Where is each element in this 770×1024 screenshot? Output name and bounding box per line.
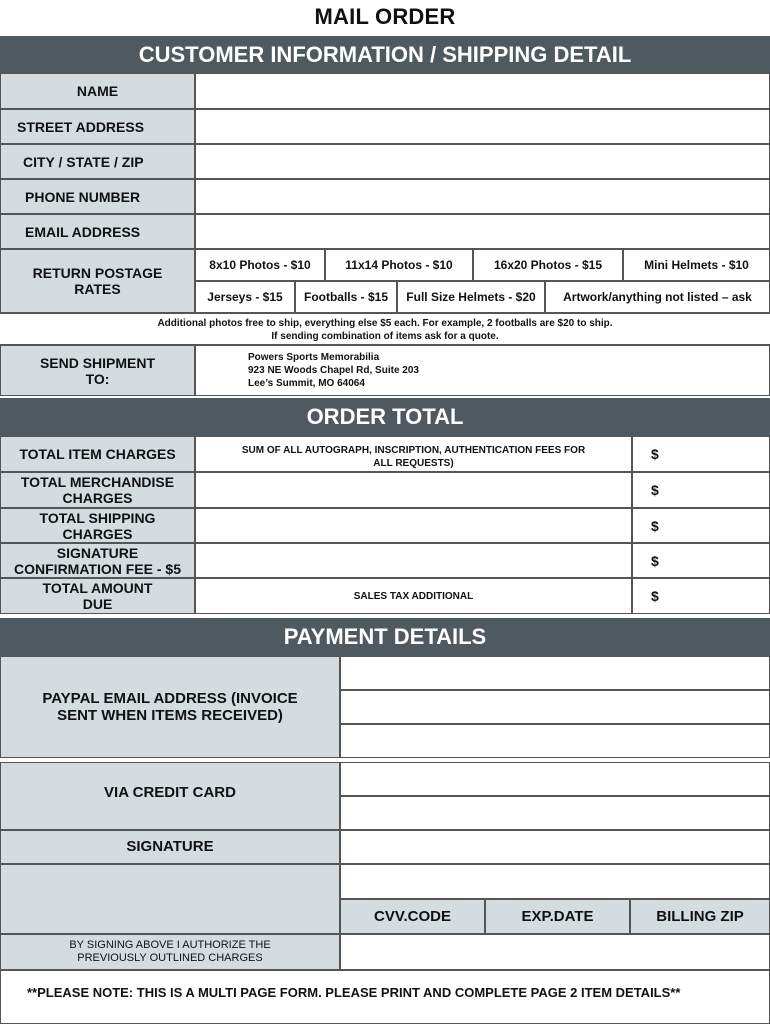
send-shipment-label: SEND SHIPMENT TO:: [0, 345, 195, 396]
rate-full-size-helmets: Full Size Helmets - $20: [397, 281, 545, 313]
total-item-charges-amount[interactable]: $: [632, 436, 770, 472]
shipment-address-line1: Powers Sports Memorabilia: [248, 352, 380, 363]
paypal-email-field-2[interactable]: [340, 690, 770, 724]
authorize-text: BY SIGNING ABOVE I AUTHORIZE THE PREVIOUSLY OUTLINED CHARGES: [0, 934, 340, 970]
paypal-email-label: PAYPAL EMAIL ADDRESS (INVOICE SENT WHEN ITEMS RECEIVED): [0, 656, 340, 758]
name-label: NAME: [0, 73, 195, 109]
signature-area-label: [0, 864, 340, 934]
shipment-address-line2: 923 NE Woods Chapel Rd, Suite 203: [248, 365, 419, 376]
street-address-label: STREET ADDRESS: [0, 109, 195, 144]
signature-field[interactable]: [340, 830, 770, 864]
city-state-zip-label: CITY / STATE / ZIP: [0, 144, 195, 179]
authorize-signature-field[interactable]: [340, 934, 770, 970]
rate-16x20-photos: 16x20 Photos - $15: [473, 249, 623, 281]
credit-card-field-2[interactable]: [340, 796, 770, 830]
total-amount-due-field[interactable]: [195, 578, 632, 614]
city-state-zip-field[interactable]: [195, 144, 770, 179]
email-address-field[interactable]: [195, 214, 770, 249]
phone-number-field[interactable]: [195, 179, 770, 214]
signature-confirmation-fee-amount[interactable]: $: [632, 543, 770, 578]
footer-note: **PLEASE NOTE: THIS IS A MULTI PAGE FORM. PLEASE PRINT AND COMPLETE PAGE 2 ITEM DETAILS**: [0, 970, 770, 1024]
paypal-email-field-1[interactable]: [340, 656, 770, 690]
signature-label: SIGNATURE: [0, 830, 340, 864]
total-amount-due-amount[interactable]: $: [632, 578, 770, 614]
street-address-field[interactable]: [195, 109, 770, 144]
credit-card-field-1[interactable]: [340, 762, 770, 796]
postage-note-line2: If sending combination of items ask for a quote.: [271, 331, 499, 342]
rate-jerseys: Jerseys - $15: [195, 281, 295, 313]
paypal-email-field-3[interactable]: [340, 724, 770, 758]
order-total-header: ORDER TOTAL: [0, 398, 770, 436]
phone-number-label: PHONE NUMBER: [0, 179, 195, 214]
postage-note-line1: Additional photos free to ship, everything else $5 each. For example, 2 footballs are $20 to ship.: [157, 318, 613, 329]
rate-mini-helmets: Mini Helmets - $10: [623, 249, 770, 281]
name-field[interactable]: [195, 73, 770, 109]
total-merchandise-charges-label: TOTAL MERCHANDISE CHARGES: [0, 472, 195, 508]
total-merchandise-charges-amount[interactable]: $: [632, 472, 770, 508]
rate-11x14-photos: 11x14 Photos - $10: [325, 249, 473, 281]
email-address-label: EMAIL ADDRESS: [0, 214, 195, 249]
rate-8x10-photos: 8x10 Photos - $10: [195, 249, 325, 281]
total-item-charges-field[interactable]: [195, 436, 632, 472]
rate-artwork-other: Artwork/anything not listed – ask: [545, 281, 770, 313]
item-charges-note: SUM OF ALL AUTOGRAPH, INSCRIPTION, AUTHENTICATION FEES FOR ALL REQUESTS): [241, 445, 586, 469]
shipment-address: [195, 345, 770, 396]
exp-date-label[interactable]: EXP.DATE: [485, 899, 630, 934]
total-shipping-charges-field[interactable]: [195, 508, 632, 543]
cvv-code-label[interactable]: CVV.CODE: [340, 899, 485, 934]
billing-zip-label[interactable]: BILLING ZIP: [630, 899, 770, 934]
postage-note-box: [0, 313, 770, 345]
total-merchandise-charges-field[interactable]: [195, 472, 632, 508]
total-item-charges-label: TOTAL ITEM CHARGES: [0, 436, 195, 472]
rate-footballs: Footballs - $15: [295, 281, 397, 313]
form-title: MAIL ORDER: [314, 4, 456, 29]
total-shipping-charges-label: TOTAL SHIPPING CHARGES: [0, 508, 195, 543]
customer-info-header: CUSTOMER INFORMATION / SHIPPING DETAIL: [0, 36, 770, 73]
shipment-address-line3: Lee’s Summit, MO 64064: [248, 378, 365, 389]
total-amount-due-label: TOTAL AMOUNT DUE: [0, 578, 195, 614]
card-number-field[interactable]: [340, 864, 770, 899]
payment-details-header: PAYMENT DETAILS: [0, 618, 770, 656]
return-postage-label: RETURN POSTAGE RATES: [0, 249, 195, 313]
sales-tax-note: SALES TAX ADDITIONAL: [353, 590, 474, 602]
credit-card-label: VIA CREDIT CARD: [0, 762, 340, 830]
total-shipping-charges-amount[interactable]: $: [632, 508, 770, 543]
signature-confirmation-fee-label: SIGNATURE CONFIRMATION FEE - $5: [0, 543, 195, 578]
signature-confirmation-fee-field[interactable]: [195, 543, 632, 578]
